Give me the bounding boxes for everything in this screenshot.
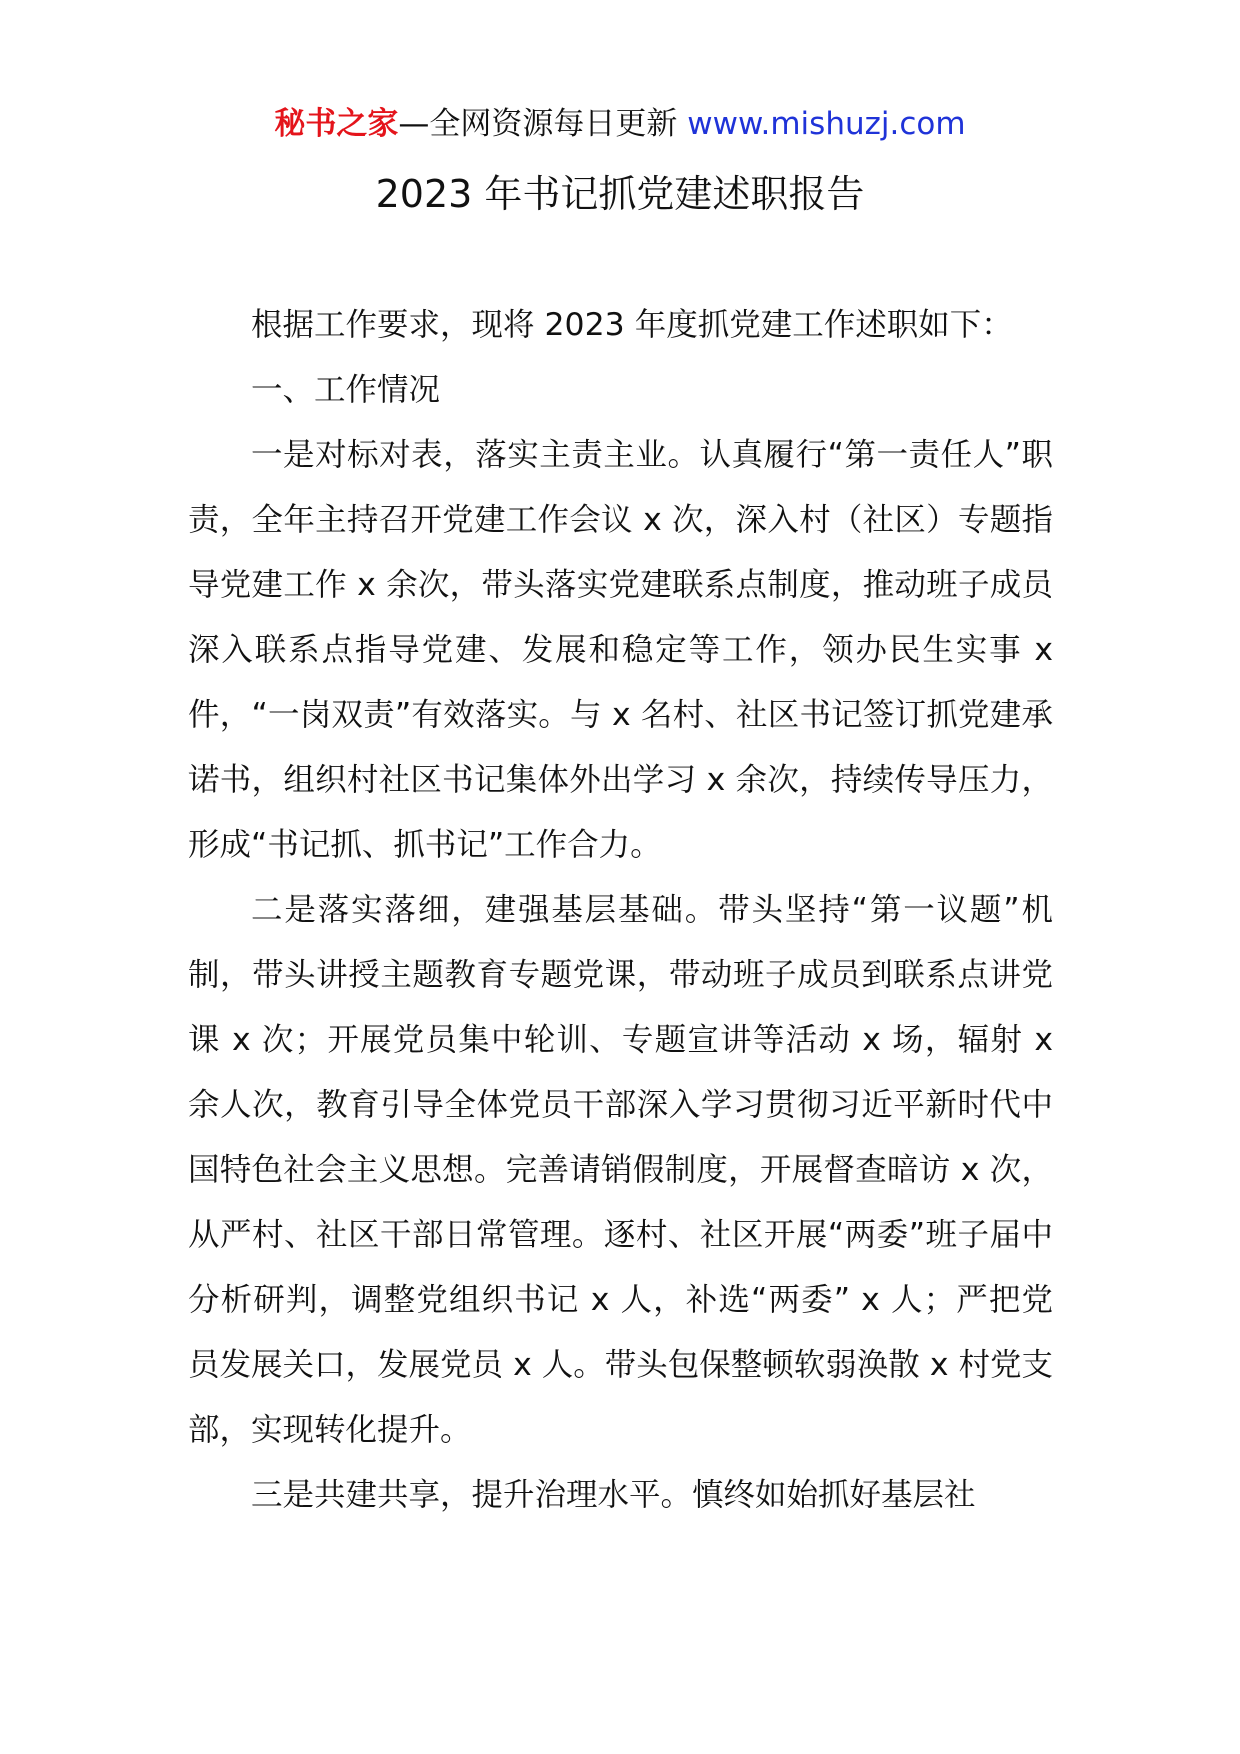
document-title: 2023 年书记抓党建述职报告 [375, 172, 865, 216]
document-body [188, 293, 1053, 1528]
body-paragraph-1: 一是对标对表，落实主责主业。认真履行“第一责任人”职责，全年主持召开党建工作会议 x 次，深入村（社区）专题指导党建工作 x 余次，带头落实党建联系点制度，推动班子成员深入联系点指导党建、发展和稳定等工作，领办民生实事 x 件，“一岗双责”有效落实。与 x 名村、社区书记签订抓党建承诺书，组织村社区书记集体外出学习 x 余次，持续传导压力，形成“书记抓、抓书记”工作合力。 [188, 437, 1053, 863]
section-heading: 一、工作情况 [251, 372, 441, 408]
site-brand: 秘书之家 [274, 106, 399, 142]
body-paragraph-2: 二是落实落细，建强基层基础。带头坚持“第一议题”机制，带头讲授主题教育专题党课，带动班子成员到联系点讲党课 x 次；开展党员集中轮训、专题宣讲等活动 x 场，辐射 x 余人次，教育引导全体党员干部深入学习贯彻习近平新时代中国特色社会主义思想。完善请销假制度，开展督查暗访 x 次，从严村、社区干部日常管理。逐村、社区开展“两委”班子届中分析研判，调整党组织书记 x 人，补选“两委” x 人；严把党员发展关口，发展党员 x 人。带头包保整顿软弱涣散 x 村党支部，实现转化提升。 [188, 892, 1053, 1448]
intro-paragraph: 根据工作要求，现将 2023 年度抓党建工作述职如下： [251, 307, 1013, 343]
site-url-link[interactable]: www.mishuzj.com [687, 106, 966, 142]
site-header [0, 102, 1240, 146]
body-paragraph-3: 三是共建共享，提升治理水平。慎终如始抓好基层社 [251, 1477, 976, 1513]
site-tagline: —全网资源每日更新 [398, 106, 688, 142]
